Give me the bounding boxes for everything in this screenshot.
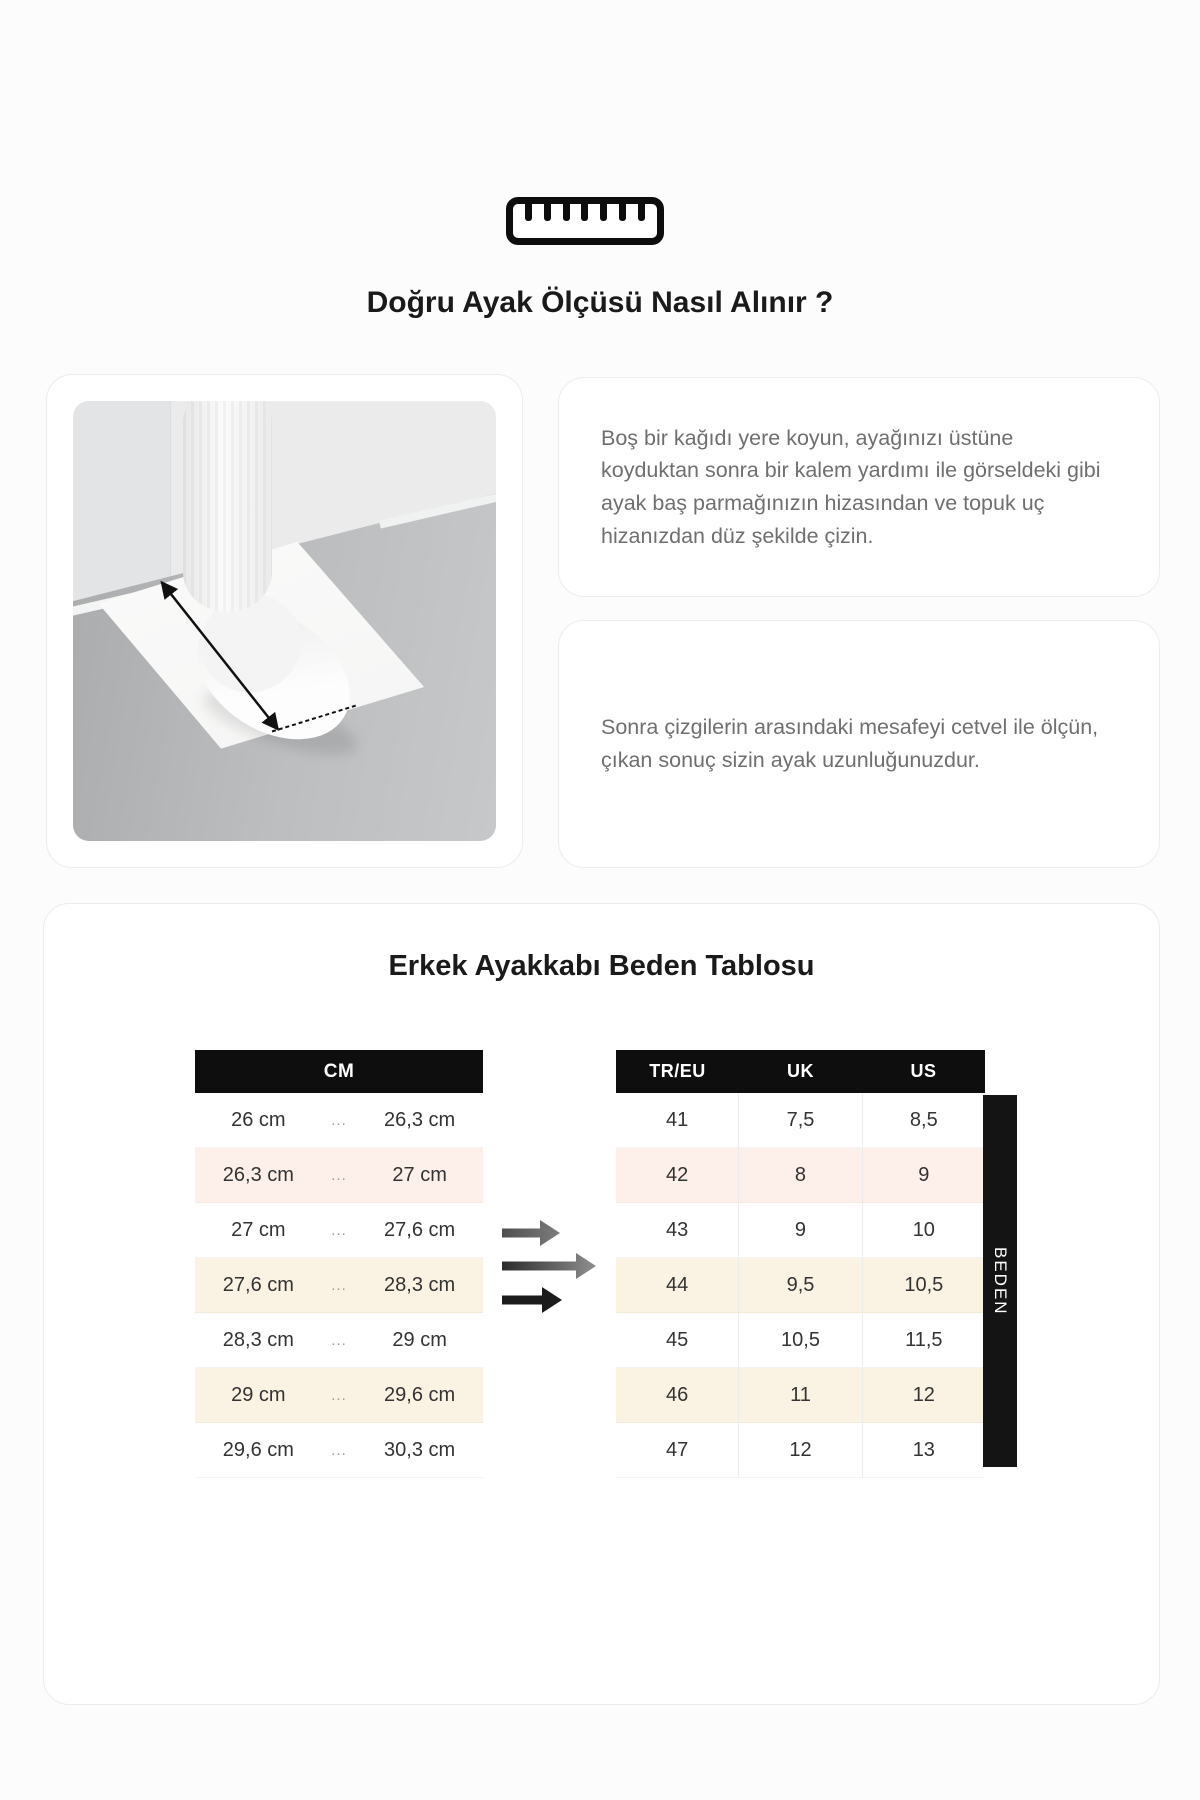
conversion-table-row (616, 1148, 985, 1203)
size-tr-eu: 41 (666, 1108, 689, 1131)
conversion-table-row (616, 1258, 985, 1313)
measurement-arrow-overlay (73, 401, 496, 841)
conversion-table-row (616, 1423, 985, 1478)
cm-range-to: 26,3 cm (384, 1108, 456, 1131)
size-tr-eu: 45 (666, 1328, 689, 1351)
cm-range-separator: ... (331, 1276, 347, 1294)
cm-range-from: 29,6 cm (222, 1438, 294, 1461)
size-us: 10 (862, 1203, 985, 1257)
size-us: 12 (862, 1368, 985, 1422)
length-arrow (162, 582, 278, 729)
foot-measurement-image-card (46, 374, 523, 868)
arrow-right-icon (502, 1253, 596, 1279)
cm-range-from: 26 cm (231, 1108, 286, 1131)
ruler-icon (506, 197, 664, 245)
cm-table (195, 1050, 483, 1478)
size-us: 8,5 (862, 1093, 985, 1147)
cm-range-from: 29 cm (231, 1383, 286, 1406)
size-us: 10,5 (862, 1258, 985, 1312)
conversion-table-header (616, 1050, 985, 1093)
size-tr-eu: 43 (666, 1218, 689, 1241)
ruler-tick (581, 204, 588, 221)
ruler-tick (563, 204, 570, 221)
ruler-tick (638, 204, 645, 221)
conversion-table-row (616, 1093, 985, 1148)
ruler-tick (619, 204, 626, 221)
cm-table-row (195, 1423, 483, 1478)
arrow-right-icon (502, 1287, 562, 1313)
size-uk: 11 (738, 1368, 861, 1422)
toe-dashed-line (272, 706, 356, 732)
size-table-title: Erkek Ayakkabı Beden Tablosu (388, 950, 815, 982)
conversion-table-row (616, 1203, 985, 1258)
cm-range-to: 30,3 cm (384, 1438, 456, 1461)
cm-table-header: CM (195, 1050, 483, 1093)
instruction-card-step2 (558, 620, 1160, 868)
size-uk: 9 (738, 1203, 861, 1257)
ruler-tick (544, 204, 551, 221)
size-uk: 9,5 (738, 1258, 861, 1312)
cm-range-separator: ... (331, 1166, 347, 1184)
instruction-step2-text: Sonra çizgilerin arasındaki mesafeyi cetvel ile ölçün, çıkan sonuç sizin ayak uzunluğunuzdur. (601, 715, 1099, 772)
size-us: 13 (862, 1423, 985, 1477)
cm-range-from: 28,3 cm (222, 1328, 294, 1351)
cm-table-row (195, 1203, 483, 1258)
size-tr-eu: 46 (666, 1383, 689, 1406)
instruction-step1-text: Boş bir kağıdı yere koyun, ayağınızı üstüne koyduktan sonra bir kalem yardımı ile görseldeki gibi ayak baş parmağınızın hizasından ve topuk uç hizanızdan düz şekilde çizin. (601, 425, 1101, 548)
arrow-right-icon (502, 1220, 560, 1246)
size-uk: 10,5 (738, 1313, 861, 1367)
size-us: 9 (862, 1148, 985, 1202)
cm-range-from: 26,3 cm (222, 1163, 294, 1186)
header-tr-eu: TR/EU (649, 1061, 706, 1081)
size-uk: 8 (738, 1148, 861, 1202)
header-us: US (910, 1061, 937, 1081)
cm-range-separator: ... (331, 1441, 347, 1459)
cm-table-row (195, 1313, 483, 1368)
header-uk: UK (787, 1061, 814, 1081)
cm-range-separator: ... (331, 1331, 347, 1349)
conversion-table-row (616, 1368, 985, 1423)
cm-table-row (195, 1258, 483, 1313)
cm-range-to: 27 cm (392, 1163, 447, 1186)
cm-range-from: 27 cm (231, 1218, 286, 1241)
cm-range-to: 28,3 cm (384, 1273, 456, 1296)
foot-measurement-photo (73, 401, 496, 841)
cm-range-separator: ... (331, 1386, 347, 1404)
size-conversion-table (616, 1050, 985, 1478)
ruler-tick (600, 204, 607, 221)
cm-range-to: 29,6 cm (384, 1383, 456, 1406)
conversion-table-row (616, 1313, 985, 1368)
page-title: Doğru Ayak Ölçüsü Nasıl Alınır ? (366, 286, 834, 319)
cm-range-separator: ... (331, 1221, 347, 1239)
cm-table-row (195, 1368, 483, 1423)
cm-range-from: 27,6 cm (222, 1273, 294, 1296)
size-tr-eu: 44 (666, 1273, 689, 1296)
size-us: 11,5 (862, 1313, 985, 1367)
size-uk: 12 (738, 1423, 861, 1477)
cm-table-row (195, 1148, 483, 1203)
cm-table-row (195, 1093, 483, 1148)
beden-label: BEDEN (991, 1246, 1010, 1316)
ruler-tick (525, 204, 532, 221)
cm-range-to: 27,6 cm (384, 1218, 456, 1241)
conversion-arrows-icon (498, 1210, 602, 1318)
size-uk: 7,5 (738, 1093, 861, 1147)
beden-vertical-bar (983, 1095, 1017, 1467)
size-tr-eu: 47 (666, 1438, 689, 1461)
size-tr-eu: 42 (666, 1163, 689, 1186)
cm-range-separator: ... (331, 1111, 347, 1129)
cm-range-to: 29 cm (392, 1328, 447, 1351)
instruction-card-step1 (558, 377, 1160, 597)
